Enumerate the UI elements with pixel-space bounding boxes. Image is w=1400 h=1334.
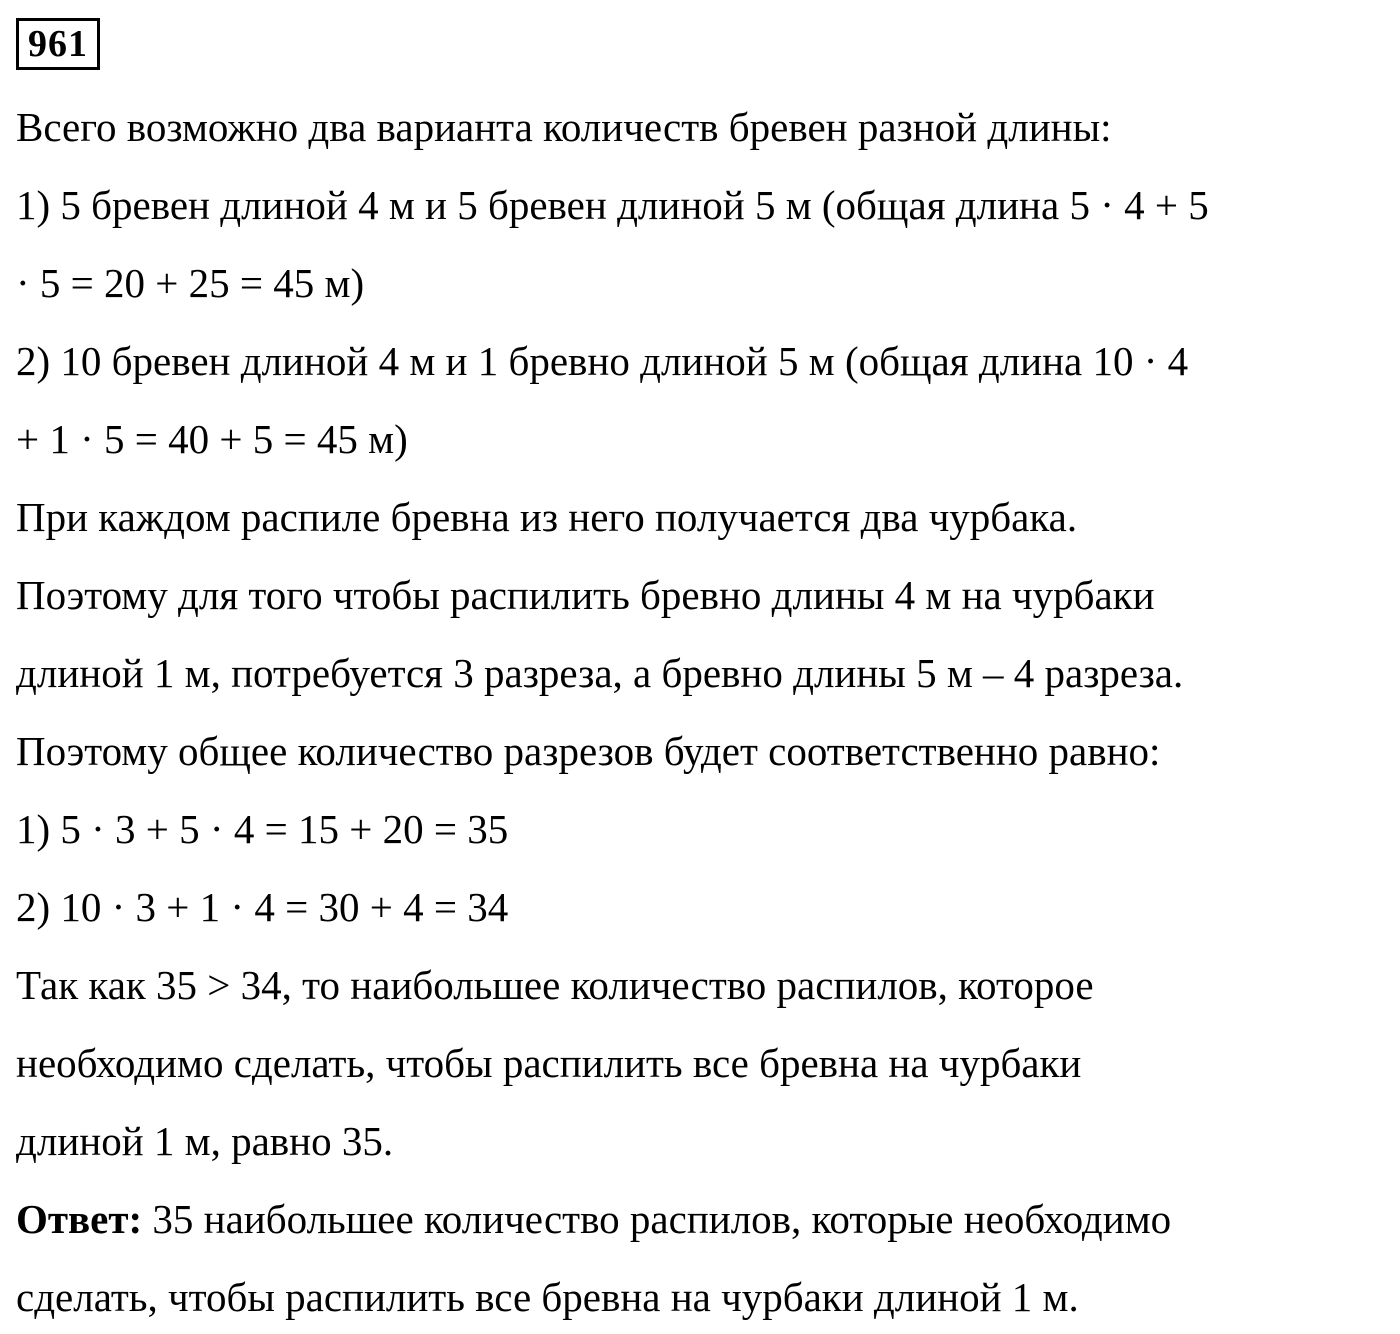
answer-text: 35 наибольшее количество распилов, которые необходимо [152,1196,1172,1242]
text-line: Поэтому общее количество разрезов будет соответственно равно: [16,728,1161,774]
text-line: длиной 1 м, равно 35. [16,1118,394,1164]
text-line: 2) 10 бревен длиной 4 м и 1 бревно длиной 5 м (общая длина 10 · 4 [16,338,1189,384]
answer-line-continued: сделать, чтобы распилить все бревна на чурбаки длиной 1 м. [16,1274,1079,1320]
text-line: · 5 = 20 + 25 = 45 м) [16,260,365,306]
answer-line [16,1195,1171,1243]
text-line: Всего возможно два варианта количеств бревен разной длины: [16,104,1112,150]
text-line: + 1 · 5 = 40 + 5 = 45 м) [16,416,408,462]
text-line: Так как 35 > 34, то наибольшее количество распилов, которое [16,962,1094,1008]
text-line: необходимо сделать, чтобы распилить все бревна на чурбаки [16,1040,1082,1086]
problem-number-box: 961 [16,18,100,70]
text-line: 1) 5 бревен длиной 4 м и 5 бревен длиной 5 м (общая длина 5 · 4 + 5 [16,182,1209,228]
text-line: Поэтому для того чтобы распилить бревно длины 4 м на чурбаки [16,572,1155,618]
text-line: 2) 10 · 3 + 1 · 4 = 30 + 4 = 34 [16,884,509,930]
answer-label: Ответ: [16,1196,143,1242]
text-line: При каждом распиле бревна из него получается два чурбака. [16,494,1078,540]
text-line: длиной 1 м, потребуется 3 разреза, а бревно длины 5 м – 4 разреза. [16,650,1184,696]
text-line: 1) 5 · 3 + 5 · 4 = 15 + 20 = 35 [16,806,509,852]
